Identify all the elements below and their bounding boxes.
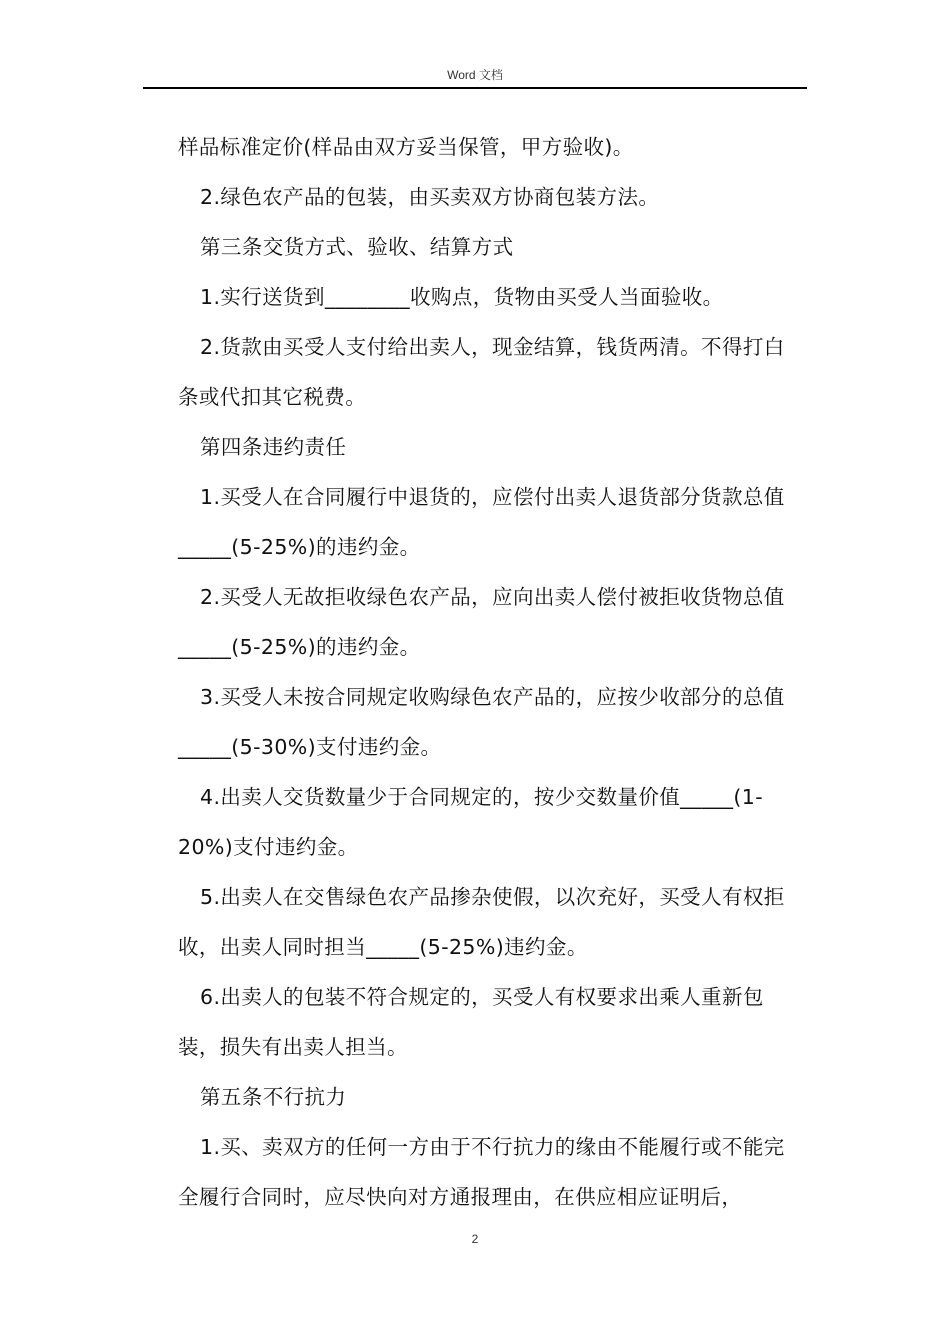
paragraph-11: 5.出卖人在交售绿色农产品掺杂使假，以次充好，买受人有权拒收，出卖人同时担当_____(5-25%)违约金。 — [178, 885, 785, 959]
section-heading-4: 第四条违约责任 — [200, 435, 347, 459]
paragraph-8: 2.买受人无故拒收绿色农产品，应向出卖人偿付被拒收货物总值_____(5-25%)的违约金。 — [178, 585, 785, 659]
paragraph-7: 1.买受人在合同履行中退货的，应偿付出卖人退货部分货款总值_____(5-25%)的违约金。 — [178, 485, 785, 559]
paragraph-4: 1.实行送货到________收购点，货物由买受人当面验收。 — [200, 285, 724, 309]
paragraph-12: 6.出卖人的包装不符合规定的，买受人有权要求出乘人重新包装，损失有出卖人担当。 — [178, 985, 764, 1059]
paragraph-2: 2.绿色农产品的包装，由买卖双方协商包装方法。 — [200, 185, 660, 209]
paragraph-10: 4.出卖人交货数量少于合同规定的，按少交数量价值_____(1-20%)支付违约金。 — [178, 785, 764, 859]
paragraph-9: 3.买受人未按合同规定收购绿色农产品的，应按少收部分的总值_____(5-30%)支付违约金。 — [178, 685, 785, 759]
header-divider — [143, 87, 807, 89]
paragraph-1: 样品标准定价(样品由双方妥当保管，甲方验收)。 — [178, 135, 634, 159]
page-number: 2 — [471, 1232, 479, 1246]
paragraph-5: 2.货款由买受人支付给出卖人，现金结算，钱货两清。不得打白条或代扣其它税费。 — [178, 335, 785, 409]
document-body — [178, 122, 800, 1222]
page-header-title: Word 文档 — [447, 68, 503, 82]
paragraph-14: 1.买、卖双方的任何一方由于不行抗力的缘由不能履行或不能完全履行合同时，应尽快向对方通报理由，在供应相应证明后， — [178, 1135, 785, 1209]
section-heading-3: 第三条交货方式、验收、结算方式 — [200, 235, 514, 259]
section-heading-5: 第五条不行抗力 — [200, 1085, 347, 1109]
